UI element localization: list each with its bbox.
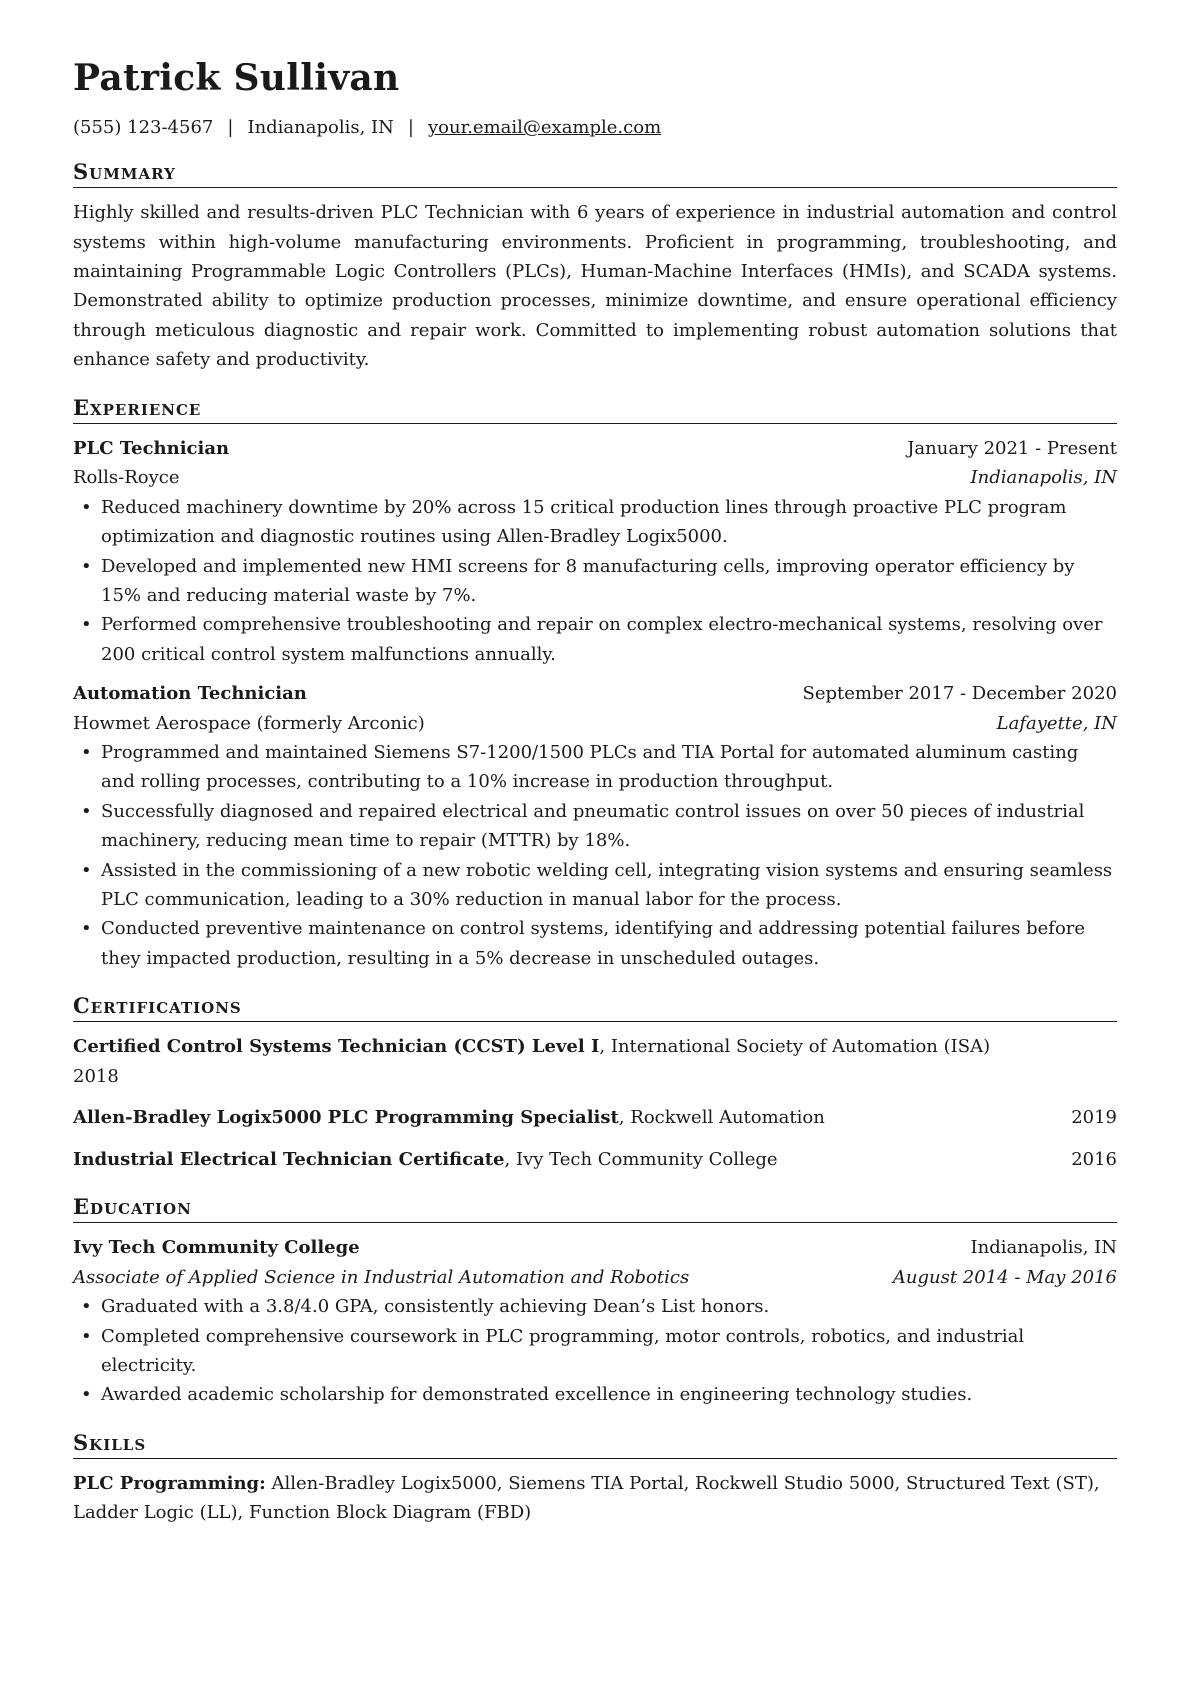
list-item: • Completed comprehensive coursework in PLC programming, motor controls, robotics, and industrial electricity. (73, 1322, 1117, 1381)
skill-label: PLC Programming: (73, 1473, 266, 1495)
list-item: • Developed and implemented new HMI screens for 8 manufacturing cells, improving operator efficiency by 15% and reducing material waste by 7%. (73, 552, 1117, 611)
list-item: • Awarded academic scholarship for demonstrated excellence in engineering technology studies. (73, 1380, 1117, 1409)
job-entry (73, 679, 1117, 973)
certification-item (73, 1145, 1117, 1174)
section-title-education: Education (73, 1194, 1117, 1223)
certifications-section (73, 993, 1117, 1174)
list-item: • Programmed and maintained Siemens S7-1200/1500 PLCs and TIA Portal for automated aluminum casting and rolling processes, contributing to a 10% increase in production throughput. (73, 738, 1117, 797)
school-name: Ivy Tech Community College (73, 1237, 360, 1259)
job-location: Indianapolis, IN (970, 467, 1117, 489)
summary-text: Highly skilled and results-driven PLC Technician with 6 years of experience in industrial automation and control systems within high-volume manufacturing environments. Proficient in programming, troubleshooting, and maintaining Programmable Logic Controllers (PLCs), Human-Machine Interfaces (HMIs), and SCADA systems. Demonstrated ability to optimize production processes, minimize downtime, and ensure operational efficiency through meticulous diagnostic and repair work. Committed to implementing robust automation solutions that enhance safety and productivity. (73, 202, 1117, 371)
school-location: Indianapolis, IN (970, 1237, 1117, 1259)
section-title-summary: Summary (73, 159, 1117, 188)
experience-section (73, 395, 1117, 974)
list-item: • Graduated with a 3.8/4.0 GPA, consistently achieving Dean’s List honors. (73, 1292, 1117, 1321)
contact-line (73, 117, 1117, 139)
skills-section (73, 1430, 1117, 1528)
job-entry (73, 434, 1117, 669)
contact-separator: | (407, 117, 414, 139)
email-link[interactable]: your.email@example.com (427, 117, 662, 139)
job-role: Automation Technician (73, 683, 307, 705)
phone-number: (555) 123-4567 (73, 117, 214, 139)
degree-name: Associate of Applied Science in Industrial Automation and Robotics (73, 1266, 690, 1288)
certification-item (73, 1032, 1117, 1091)
job-bullets (73, 493, 1117, 669)
list-item: • Conducted preventive maintenance on control systems, identifying and addressing potential failures before they impacted production, resulting in a 5% decrease in unscheduled outages. (73, 914, 1117, 973)
location: Indianapolis, IN (247, 117, 394, 139)
job-dates: January 2021 - Present (907, 437, 1117, 459)
certification-name: Certified Control Systems Technician (CCST) Level I (73, 1036, 600, 1058)
list-item: • Successfully diagnosed and repaired electrical and pneumatic control issues on over 50 pieces of industrial machinery, reducing mean time to repair (MTTR) by 18%. (73, 797, 1117, 856)
list-item: • Performed comprehensive troubleshooting and repair on complex electro-mechanical systems, resolving over 200 critical control system malfunctions annually. (73, 610, 1117, 669)
certification-name: Industrial Electrical Technician Certificate (73, 1148, 505, 1170)
job-company: Rolls-Royce (73, 467, 180, 489)
certification-issuer: , International Society of Automation (ISA) (599, 1036, 991, 1058)
contact-separator: | (227, 117, 234, 139)
job-dates: September 2017 - December 2020 (802, 683, 1117, 705)
skill-value: Allen-Bradley Logix5000, Siemens TIA Portal, Rockwell Studio 5000, Structured Text (ST), Ladder Logic (LL), Function Block Diagram (FBD) (73, 1473, 1100, 1524)
certification-issuer: , Ivy Tech Community College (504, 1148, 778, 1170)
skill-line (73, 1469, 1117, 1528)
education-dates: August 2014 - May 2016 (892, 1266, 1117, 1288)
job-bullets (73, 738, 1117, 973)
job-company: Howmet Aerospace (formerly Arconic) (73, 712, 425, 734)
candidate-name: Patrick Sullivan (73, 57, 400, 99)
section-title-certifications: Certifications (73, 993, 1117, 1022)
certification-year: 2016 (1071, 1148, 1117, 1170)
certification-issuer: , Rockwell Automation (618, 1107, 825, 1129)
section-title-experience: Experience (73, 395, 1117, 424)
summary-section (73, 159, 1117, 375)
certification-item (73, 1103, 1117, 1132)
education-bullets (73, 1292, 1117, 1410)
section-title-skills: Skills (73, 1430, 1117, 1459)
list-item: • Assisted in the commissioning of a new robotic welding cell, integrating vision systems and ensuring seamless PLC communication, leading to a 30% reduction in manual labor for the process. (73, 856, 1117, 915)
certification-year: 2018 (73, 1065, 119, 1087)
list-item: • Reduced machinery downtime by 20% across 15 critical production lines through proactive PLC program optimization and diagnostic routines using Allen-Bradley Logix5000. (73, 493, 1117, 552)
job-role: PLC Technician (73, 437, 230, 459)
job-location: Lafayette, IN (996, 712, 1117, 734)
certification-name: Allen-Bradley Logix5000 PLC Programming Specialist (73, 1107, 619, 1129)
education-section (73, 1194, 1117, 1410)
certification-year: 2019 (1071, 1107, 1117, 1129)
